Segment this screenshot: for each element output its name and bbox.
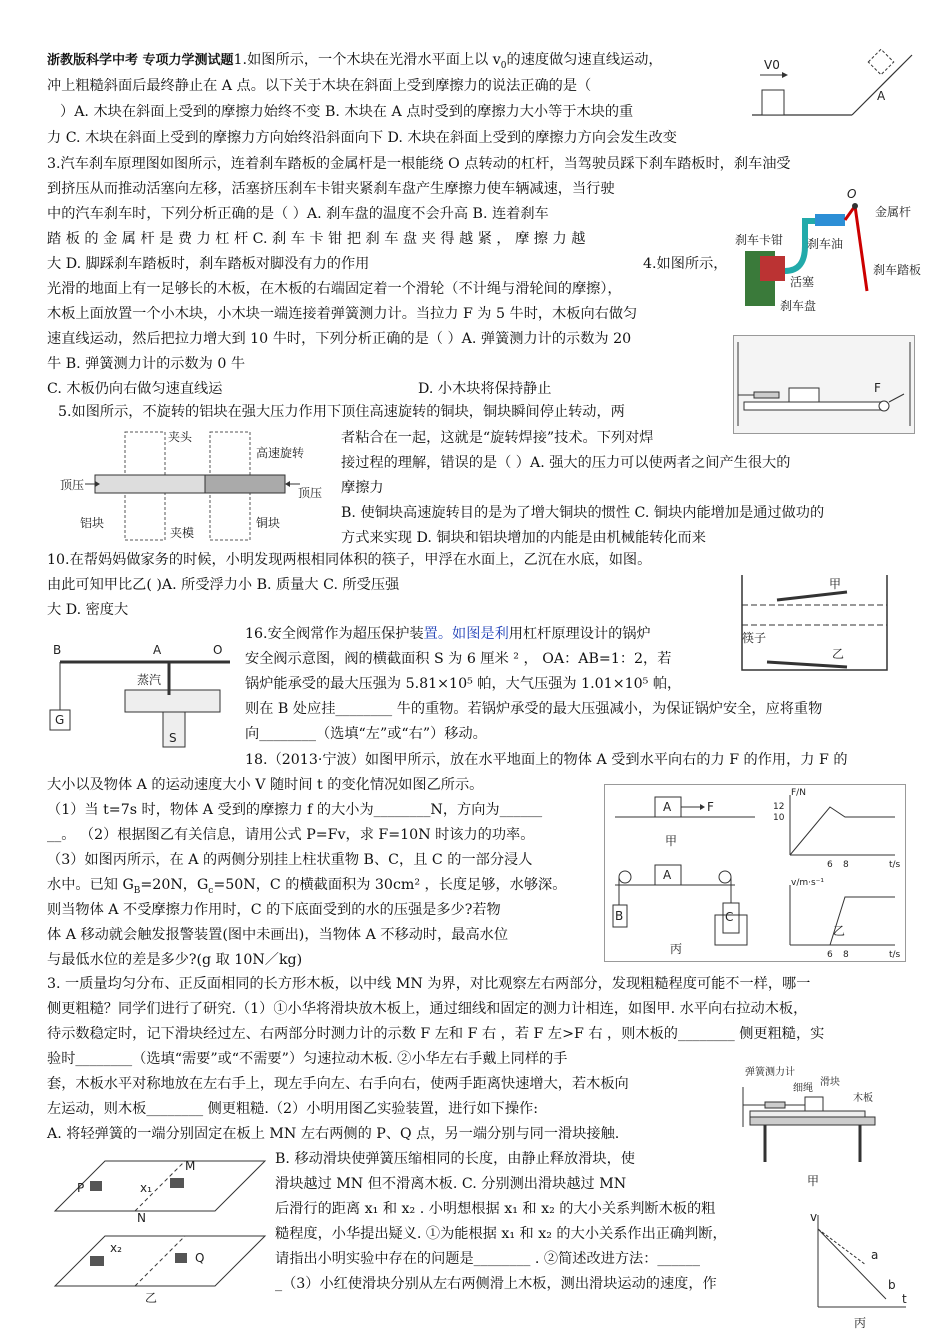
q18-line2: 大小以及物体 A 的运动速度大小 V 随时间 t 的变化情况如图乙所示。: [47, 777, 484, 793]
svg-text:蒸汽: 蒸汽: [137, 673, 162, 687]
q18-line4: __。 （2）根据图乙有关信息，请用公式 P=Fv，求 F=10N 时该力的功率。: [47, 827, 535, 843]
q18-line9: 与最低水位的差是多少?(g 取 10N／kg): [47, 952, 303, 968]
q3b-figure-jia: [735, 1057, 892, 1191]
q3b-line5: 套，木板水平对称地放在左右手上，现左手向左、右手向右，使两手距离快速增大，若木板向: [47, 1076, 629, 1092]
svg-text:b: b: [888, 1278, 896, 1292]
board-icon: [750, 1111, 865, 1117]
svg-text:木板: 木板: [853, 1093, 873, 1104]
svg-text:6: 6: [827, 860, 833, 870]
svg-text:B: B: [53, 643, 62, 657]
slider-block-icon: [805, 1097, 823, 1111]
q3b-line4: 验时________（选填“需要”或“不需要”）匀速拉动木板. ②小华左右手戴上同样的手: [47, 1051, 568, 1067]
svg-text:夹模: 夹模: [170, 526, 195, 540]
q10-line3: 大 D. 密度大: [47, 602, 129, 618]
q16-figure: [45, 640, 240, 750]
q18-line1: 18.（2013·宁波）如图甲所示，放在水平地面上的物体 A 受到水平向右的力 F 的作用，力 F 的: [245, 752, 848, 768]
q3-line5: 大 D. 脚踩刹车踏板时，刹车踏板对脚没有力的作用: [47, 256, 370, 272]
svg-text:刹车卡钳: 刹车卡钳: [735, 233, 784, 247]
svg-text:F: F: [874, 381, 881, 395]
q3b-line1: 3. 一质量均匀分布、正反面相同的长方形木板，以中线 MN 为界，对比观察左右两部分，发现粗糙程度可能不一样，哪一: [47, 976, 811, 992]
q4-optD: D. 小木块将保持静止: [418, 381, 552, 397]
svg-text:刹车踏板: 刹车踏板: [873, 263, 922, 277]
svg-text:C: C: [725, 910, 734, 924]
q1-line2: 冲上粗糙斜面后最终静止在 A 点。以下关于木块在斜面上受到摩擦力的说法正确的是（: [47, 78, 592, 94]
svg-text:a: a: [871, 1248, 879, 1262]
svg-text:v/m·s⁻¹: v/m·s⁻¹: [791, 878, 825, 888]
header: 浙教版科学中考 专项力学测试题: [47, 53, 234, 68]
q4-line0: 4.如图所示，: [643, 256, 728, 272]
plank-icon: [744, 402, 884, 410]
svg-text:夹头: 夹头: [168, 430, 193, 444]
q18-line6: 水中。已知 $G_B=20N$，$G_c=50N$，C 的横截面积为 30cm² ，长度足够，水够深。: [47, 877, 567, 896]
q1-line1: 浙教版科学中考 专项力学测试题1.如图所示，一个木块在光滑水平面上以 $v_0$的速度做匀速直线运动，: [47, 52, 663, 71]
q18-line3: （1）当 t=7s 时，物体 A 受到的摩擦力 f 的大小为________N，方向为______: [47, 802, 543, 818]
q5-line1: 5.如图所示，不旋转的铝块在强大压力作用下顶住高速旋转的铜块，铜块瞬间停止转动，两: [58, 404, 625, 420]
q3b-line7: A. 将轻弹簧的一端分别固定在板上 MN 左右两侧的 P、Q 点，另一端分别与同一滑块接触.: [47, 1126, 620, 1142]
svg-text:P: P: [77, 1181, 85, 1195]
svg-text:x₂: x₂: [110, 1241, 122, 1255]
svg-text:弹簧测力计: 弹簧测力计: [745, 1067, 795, 1078]
q3b-line11: 糙程度，小华提出疑义. ①为能根据 x₁ 和 x₂ 的大小关系作出正确判断，: [275, 1226, 727, 1242]
svg-text:顶压: 顶压: [298, 486, 323, 500]
q16-line3: 锅炉能承受的最大压强为 5.81×10⁵ 帕，大气压强为 1.01×10⁵ 帕，: [245, 676, 682, 692]
svg-text:A: A: [663, 800, 672, 814]
q1-line4: 力 C. 木块在斜面上受到的摩擦力方向始终沿斜面向下 D. 木块在斜面上受到的摩擦力方向会发生改变: [47, 130, 677, 146]
svg-text:甲: 甲: [665, 834, 678, 848]
svg-text:铝块: 铝块: [80, 516, 105, 530]
svg-text:G: G: [55, 713, 65, 727]
q3b-line8: B. 移动滑块使弹簧压缩相同的长度，由静止释放滑块，使: [275, 1151, 635, 1167]
svg-text:V0: V0: [764, 58, 780, 72]
svg-text:10: 10: [773, 813, 785, 823]
q3b-line2: 侧更粗糙？同学们进行了研究.（1）①小华将滑块放木板上，通过细线和固定的测力计相连，如图甲. 水平向右拉动木板，: [47, 1001, 808, 1017]
q1-figure: [752, 45, 917, 123]
svg-text:高速旋转: 高速旋转: [256, 446, 305, 460]
svg-text:乙: 乙: [145, 1291, 158, 1305]
q5-line6: 方式来实现 D. 铜块和铝块增加的内能是由机械能转化而来: [341, 530, 706, 546]
svg-text:A: A: [153, 643, 162, 657]
svg-text:8: 8: [843, 950, 849, 960]
q4-figure: [733, 335, 915, 434]
svg-text:F/N: F/N: [791, 788, 806, 798]
svg-text:丙: 丙: [670, 942, 683, 956]
q18-line8: 体 A 移动就会触发报警装置(图中未画出)，当物体 A 不移动时，最高水位: [47, 927, 509, 943]
svg-text:12: 12: [773, 802, 785, 812]
q5-line2: 者粘合在一起，这就是“旋转焊接”技术。下列对焊: [341, 430, 654, 446]
q10-figure: [737, 570, 892, 675]
q3b-figure-yi: [45, 1156, 270, 1308]
q18-line7: 则当物体 A 不受摩擦力作用时，C 的下底面受到的水的压强是多少?若物: [47, 902, 501, 918]
svg-text:甲: 甲: [829, 577, 842, 591]
svg-text:细绳: 细绳: [793, 1083, 813, 1094]
q18-line5: （3）如图丙所示，在 A 的两侧分别挂上柱状重物 B、C，且 C 的一部分浸人: [47, 852, 533, 868]
svg-text:A: A: [877, 89, 886, 103]
q16-line4: 则在 B 处应挂________ 牛的重物。若锅炉承受的最大压强减小，为保证锅炉安全，应将重物: [245, 701, 823, 717]
q3-line2: 到挤压从而推动活塞向左移，活塞挤压刹车卡钳夹紧刹车盘产生摩擦力使车辆减速，当行驶: [47, 181, 615, 197]
q3b-line3: 待示数稳定时，记下滑块经过左、右两部分时测力计的示数 F 左和 F 右 ，若 F 左>F 右 ，则木板的________ 侧更粗糙，实: [47, 1026, 825, 1042]
spring-scale-icon: [765, 1102, 785, 1108]
svg-text:t/s: t/s: [889, 860, 901, 870]
q10-line1: 10.在帮妈妈做家务的时候，小明发现两根相同体积的筷子，甲浮在水面上，乙沉在水底，如图。: [47, 552, 652, 568]
q4-line3: 速直线运动，然后把拉力增大到 10 牛时，下列分析正确的是（ ）A. 弹簧测力计的示数为 20: [47, 331, 632, 347]
svg-text:乙: 乙: [832, 647, 845, 661]
q3-line1: 3.汽车刹车原理图如图所示，连着刹车踏板的金属杆是一根能绕 O 点转动的杠杆，当驾驶员踩下刹车踏板时，刹车油受: [47, 156, 791, 172]
q3-figure: [735, 186, 922, 316]
q3-line3: 中的汽车刹车时，下列分析正确的是（ ）A. 刹车盘的温度不会升高 B. 连着刹车: [47, 206, 549, 222]
pulley-icon: [879, 401, 889, 411]
q3b-line12: 请指出小明实验中存在的问题是________ . ②简述改进方法：______: [275, 1251, 700, 1267]
svg-text:A: A: [663, 868, 672, 882]
q3-line4: 踏 板 的 金 属 杆 是 费 力 杠 杆 C. 刹 车 卡 钳 把 刹 车 盘 夹 得 越 紧 ， 摩 擦 力 越: [47, 231, 586, 247]
aluminum-block-icon: [95, 475, 205, 493]
svg-text:N: N: [137, 1211, 146, 1225]
q5-line3: 接过程的理解，错误的是（ ）A. 强大的压力可以使两者之间产生很大的: [341, 455, 791, 471]
q16-line1: 16.安全阀常作为超压保护装置。如图是利用杠杆原理设计的锅炉: [245, 626, 651, 642]
svg-text:F: F: [707, 800, 714, 814]
q5-line4: 摩擦力: [341, 480, 384, 496]
q1-line3: ）A. 木块在斜面上受到的摩擦力始终不变 B. 木块在 A 点时受到的摩擦力大小等于木块的重: [60, 104, 634, 120]
q4-line1: 光滑的地面上有一足够长的木板，在木板的右端固定着一个滑轮（不计绳与滑轮间的摩擦），: [47, 281, 622, 297]
svg-text:S: S: [169, 731, 177, 745]
q3b-line13: _（3）小红使滑块分别从左右两侧滑上木板，测出滑块运动的速度，作: [275, 1276, 717, 1292]
svg-text:甲: 甲: [807, 1174, 820, 1188]
q16-line2: 安全阀示意图，阀的横截面积 S 为 6 厘米 ² ， OA：AB=1：2，若: [245, 651, 672, 667]
svg-text:B: B: [615, 909, 624, 923]
svg-text:x₁: x₁: [140, 1181, 152, 1195]
svg-text:O: O: [213, 643, 223, 657]
block-icon: [789, 388, 819, 402]
svg-text:M: M: [185, 1159, 196, 1173]
svg-text:丙: 丙: [854, 1316, 867, 1330]
svg-text:8: 8: [843, 860, 849, 870]
brake-caliper-icon: [760, 256, 785, 281]
svg-text:筷子: 筷子: [742, 631, 767, 645]
q5-line5: B. 使铜块高速旋转目的是为了增大铜块的惯性 C. 铜块内能增加是通过做功的: [341, 505, 825, 521]
svg-text:6: 6: [827, 950, 833, 960]
copper-block-icon: [205, 475, 285, 493]
svg-text:O: O: [847, 187, 857, 201]
svg-text:乙: 乙: [833, 924, 846, 938]
chopstick-b-icon: [767, 662, 847, 667]
block-icon: [762, 90, 784, 115]
q4-line4: 牛 B. 弹簧测力计的示数为 0 牛: [47, 356, 246, 372]
q3b-figure-bing: [806, 1207, 913, 1332]
q5-figure: [60, 427, 330, 545]
chopstick-a-icon: [777, 592, 847, 600]
q3b-line9: 滑块越过 MN 但不滑离木板. C. 分别测出滑块越过 MN: [275, 1176, 627, 1192]
spring-scale-icon: [754, 392, 779, 398]
q16-line5: 向________（选填“左”或“右”）移动。: [245, 726, 487, 742]
svg-text:Q: Q: [195, 1251, 205, 1265]
svg-text:顶压: 顶压: [60, 478, 85, 492]
svg-text:滑块: 滑块: [820, 1077, 840, 1088]
q10-line2: 由此可知甲比乙( )A. 所受浮力小 B. 质量大 C. 所受压强: [47, 577, 400, 593]
q3b-line6: 左运动，则木板________ 侧更粗糙.（2）小明用图乙实验装置，进行如下操作:: [47, 1101, 539, 1117]
q18-figure: [604, 784, 906, 962]
svg-text:金属杆: 金属杆: [875, 205, 912, 219]
q4-line2: 木板上面放置一个小木块，小木块一端连接着弹簧测力计。当拉力 F 为 5 牛时，木板向右做匀: [47, 306, 638, 322]
svg-text:t: t: [902, 1292, 907, 1306]
svg-text:铜块: 铜块: [256, 516, 281, 530]
svg-text:刹车油: 刹车油: [807, 237, 844, 251]
svg-text:t/s: t/s: [889, 950, 901, 960]
svg-text:活塞: 活塞: [790, 275, 815, 289]
q4-optC: C. 木板仍向右做匀速直线运: [47, 381, 223, 397]
svg-text:v: v: [810, 1210, 818, 1224]
svg-text:刹车盘: 刹车盘: [780, 299, 817, 313]
q3b-line10: 后滑行的距离 x₁ 和 x₂ . 小明想根据 x₁ 和 x₂ 的大小关系判断木板的粗: [275, 1201, 716, 1217]
